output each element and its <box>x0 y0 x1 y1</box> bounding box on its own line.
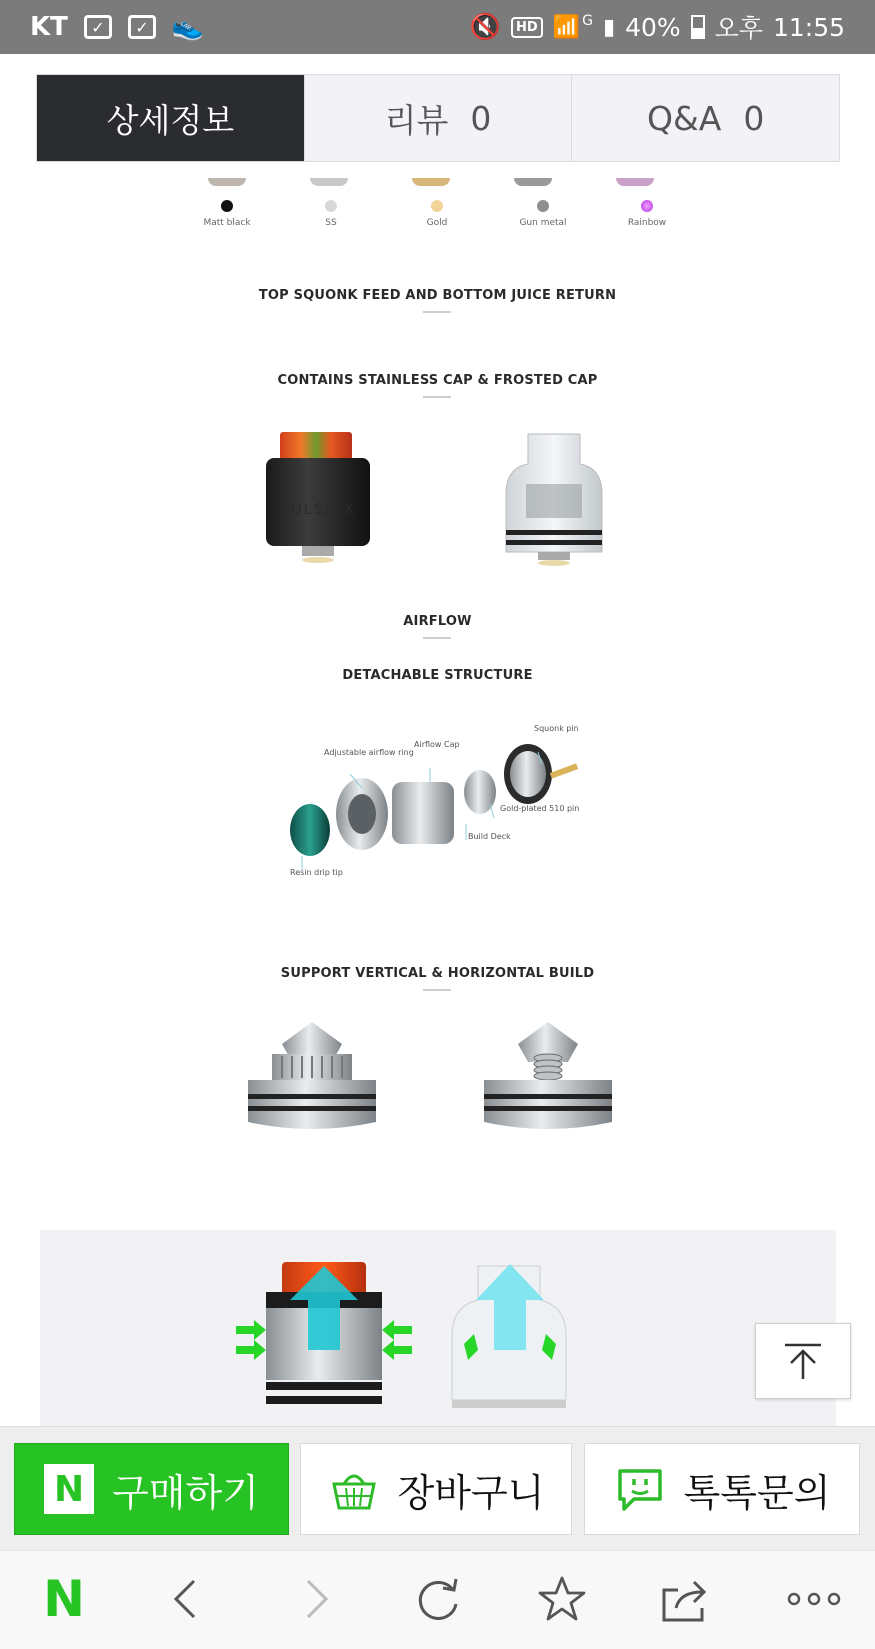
bookmark-button[interactable] <box>532 1569 592 1629</box>
product-detail-content[interactable] <box>0 178 875 1426</box>
share-icon <box>658 1574 714 1624</box>
color-swatches <box>0 178 875 248</box>
swatch-rainbow <box>592 200 702 228</box>
arrow-up-to-top-icon <box>779 1339 827 1383</box>
vertical-build-deck-image <box>478 1014 618 1142</box>
naver-home-button[interactable] <box>34 1569 94 1629</box>
tab-count: 0 <box>743 98 765 138</box>
tab-qna[interactable] <box>571 75 839 161</box>
airflow-black-rda-image <box>236 1258 416 1426</box>
basket-icon <box>328 1466 380 1512</box>
tab-reviews[interactable] <box>304 75 572 161</box>
browser-nav-bar <box>0 1550 875 1649</box>
section-heading-squonk: TOP SQUONK FEED AND BOTTOM JUICE RETURN <box>258 288 617 303</box>
buy-label: 구매하기 <box>112 1470 259 1515</box>
product-base-image <box>616 178 654 186</box>
forward-button[interactable] <box>286 1569 346 1629</box>
swatch-label: Gold <box>426 218 448 228</box>
label-adjustable-airflow-ring: Adjustable airflow ring <box>324 748 414 757</box>
back-button[interactable] <box>156 1569 216 1629</box>
cart-button[interactable] <box>300 1443 572 1535</box>
naver-logo-icon: N <box>43 1570 85 1628</box>
swatch-label: Rainbow <box>627 218 667 228</box>
mute-icon: 🔇 <box>469 12 502 41</box>
swatch-ss <box>276 200 386 228</box>
chat-bubble-icon <box>614 1465 666 1513</box>
running-shoe-icon: 👟 <box>171 12 205 42</box>
swatch-gold <box>382 200 492 228</box>
clock: 11:55 <box>772 12 845 42</box>
time-period: 오후 <box>714 14 763 43</box>
section-heading-detachable: DETACHABLE STRUCTURE <box>342 668 533 683</box>
talk-label: 톡톡문의 <box>683 1470 831 1515</box>
color-dot <box>325 200 337 212</box>
network-type: G <box>582 13 593 29</box>
section-heading-airflow: AIRFLOW <box>403 614 472 629</box>
black-rda-stainless-cap-image <box>262 426 382 586</box>
color-dot <box>537 200 549 212</box>
buy-button[interactable] <box>14 1443 289 1535</box>
check-notification-icon: ✓ <box>128 15 156 39</box>
exploded-structure-diagram <box>280 738 620 888</box>
tab-details[interactable] <box>37 75 304 161</box>
section-heading-caps: CONTAINS STAINLESS CAP & FROSTED CAP <box>277 373 598 388</box>
swatch-label: Gun metal <box>519 218 567 228</box>
more-icon <box>786 1589 842 1609</box>
label-squonk-pin: Squonk pin <box>534 724 579 733</box>
forward-icon <box>296 1575 336 1623</box>
refresh-button[interactable] <box>408 1569 468 1629</box>
heading-underline <box>423 637 451 639</box>
purchase-action-bar <box>0 1426 875 1551</box>
tab-header <box>0 54 875 179</box>
color-dot <box>641 200 653 212</box>
label-resin-drip-tip: Resin drip tip <box>290 868 343 877</box>
swatch-label: Matt black <box>203 218 251 228</box>
scroll-to-top-button[interactable] <box>755 1323 851 1399</box>
more-button[interactable] <box>784 1569 844 1629</box>
airflow-illustration-panel <box>40 1230 836 1426</box>
battery-percent: 40% <box>625 12 681 42</box>
tab-count: 0 <box>470 98 492 138</box>
product-base-image <box>514 178 552 186</box>
cart-label: 장바구니 <box>397 1470 545 1515</box>
swatch-gun-metal <box>488 200 598 228</box>
tab-label: 리뷰 <box>384 100 449 140</box>
check-notification-icon: ✓ <box>84 15 112 39</box>
battery-icon <box>691 15 705 39</box>
swatch-matt-black <box>172 200 282 228</box>
naver-n-icon: N <box>44 1464 94 1514</box>
label-build-deck: Build Deck <box>468 832 511 841</box>
tab-bar <box>36 74 840 162</box>
heading-underline <box>423 396 451 398</box>
wifi-icon: 📶 <box>552 14 581 40</box>
heading-underline <box>423 311 451 313</box>
status-bar <box>0 0 875 54</box>
label-airflow-cap: Airflow Cap <box>414 740 460 749</box>
carrier-label: KT <box>30 12 68 42</box>
airflow-clear-rda-image <box>448 1258 578 1426</box>
talktalk-inquiry-button[interactable] <box>584 1443 860 1535</box>
heading-underline <box>423 989 451 991</box>
back-icon <box>166 1575 206 1623</box>
frosted-cap-rda-image <box>498 426 618 586</box>
swatch-label: SS <box>325 218 337 228</box>
share-button[interactable] <box>656 1569 716 1629</box>
product-base-image <box>412 178 450 186</box>
product-base-image <box>310 178 348 186</box>
label-gold-pin: Gold-plated 510 pin <box>500 804 580 813</box>
tab-label: 상세정보 <box>106 100 235 140</box>
product-base-image <box>208 178 246 186</box>
star-icon <box>536 1574 588 1624</box>
horizontal-build-deck-image <box>242 1014 382 1142</box>
hd-voice-icon: HD <box>511 17 543 38</box>
color-dot <box>431 200 443 212</box>
tab-label: Q&A <box>647 98 722 138</box>
section-heading-build: SUPPORT VERTICAL & HORIZONTAL BUILD <box>280 966 595 981</box>
refresh-icon <box>413 1574 463 1624</box>
signal-icon: ▮ <box>602 14 616 40</box>
color-dot <box>221 200 233 212</box>
product-engraving: PULSE X <box>279 500 357 518</box>
